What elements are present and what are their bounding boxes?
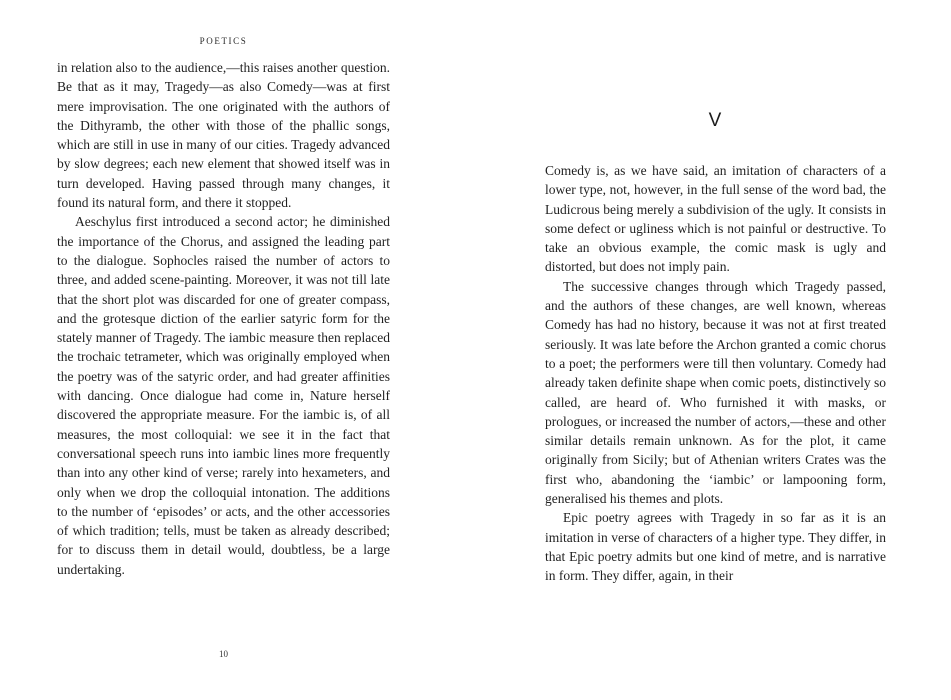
paragraph: The successive changes through which Tragedy passed, and the authors of these changes, are well known, whereas Comedy has had no history, because it was not at first treated seriously. It was late before the Archon granted a comic chorus to a poet; the performers were till then voluntary. Comedy had already taken definite shape when comic poets, distinctively so called, are heard of. Who furnished it with masks, or prologues, or increased the number of actors,—these and other similar details remain unknown. As for the plot, it came originally from Sicily; but of Athenian writers Crates was the first who, abandoning the ‘iambic’ or lampooning form, generalised his themes and plots.	[545, 278, 886, 507]
paragraph: Epic poetry agrees with Tragedy in so far as it is an imitation in verse of characters of a higher type. They differ, in that Epic poetry admits but one kind of metre, and is narrative in form. They differ, again, in their	[545, 510, 886, 584]
paragraph: in relation also to the audience,—this raises another question. Be that as it may, Tragedy—as also Comedy—was at first mere improvisation. The one originated with the authors of the Dithyramb, the other with those of the phallic songs, which are still in use in many of our cities. Tragedy advanced by slow degrees; each new element that showed itself was in turn developed. Having passed through many changes, it found its natural form, and there it stopped.	[57, 60, 390, 211]
page-number: 10	[219, 649, 228, 659]
paragraph: Aeschylus first introduced a second actor; he diminished the importance of the Chorus, and assigned the leading part to the dialogue. Sophocles raised the number of actors to three, and added scene-painting. Moreover, it was not till late that the short plot was discarded for one of greater compass, and the grotesque diction of the earlier satyric form for the stately manner of Tragedy. The iambic measure then replaced the trochaic tetrameter, which was originally employed when the poetry was of the satyric order, and had greater affinities with dancing. Once dialogue had come in, Nature herself discovered the appropriate measure. For the iambic is, of all measures, the most colloquial: we see it in the fact that conversational speech runs into iambic lines more frequently than into any other kind of verse; rarely into hexameters, and only when we drop the colloquial intonation. The additions to the number of ‘episodes’ or acts, and the other accessories of which tradition; tells, must be taken as already described; for to discuss them in detail would, doubtless, be a large undertaking.	[57, 214, 390, 577]
left-page-body	[57, 58, 390, 579]
chapter-heading: V	[708, 110, 723, 131]
left-page	[57, 0, 390, 700]
running-header: POETICS	[199, 36, 248, 46]
right-page-body	[545, 161, 886, 586]
right-page	[545, 0, 886, 700]
paragraph: Comedy is, as we have said, an imitation of characters of a lower type, not, however, in the full sense of the word bad, the Ludicrous being merely a subdivision of the ugly. It consists in some defect or ugliness which is not painful or destructive. To take an obvious example, the comic mask is ugly and distorted, but does not imply pain.	[545, 163, 886, 275]
